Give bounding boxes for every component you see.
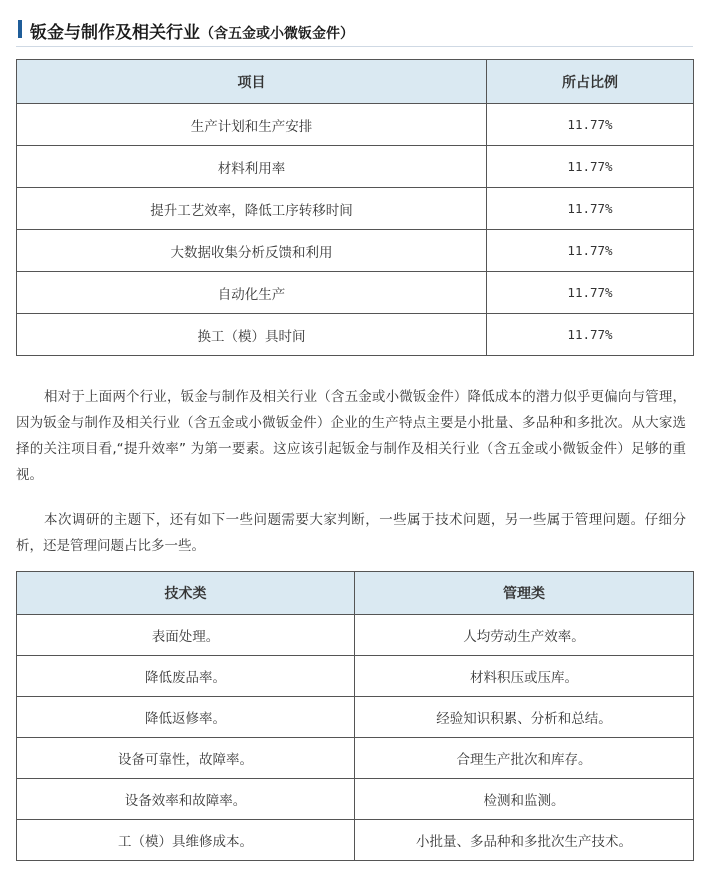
tech-cell: 表面处理。	[17, 615, 355, 656]
mgmt-cell: 合理生产批次和库存。	[355, 738, 694, 779]
table-row	[17, 738, 694, 779]
ratio-cell: 11.77%	[487, 272, 694, 314]
item-cell: 生产计划和生产安排	[17, 104, 487, 146]
tech-cell: 工（模）具维修成本。	[17, 820, 355, 861]
table-row	[17, 697, 694, 738]
item-cell: 提升工艺效率，降低工序转移时间	[17, 188, 487, 230]
table-row	[17, 230, 694, 272]
table-row	[17, 104, 694, 146]
table-row	[17, 615, 694, 656]
mgmt-cell: 人均劳动生产效率。	[355, 615, 694, 656]
item-cell: 自动化生产	[17, 272, 487, 314]
survey-paragraph: 本次调研的主题下，还有如下一些问题需要大家判断，一些属于技术问题，另一些属于管理问题。仔细分析，还是管理问题占比多一些。	[16, 512, 686, 554]
mgmt-cell: 小批量、多品种和多批次生产技术。	[355, 820, 694, 861]
ratio-cell: 11.77%	[487, 146, 694, 188]
item-cell: 大数据收集分析反馈和利用	[17, 230, 487, 272]
table-row	[17, 188, 694, 230]
mgmt-cell: 材料积压或压库。	[355, 656, 694, 697]
table-row	[17, 314, 694, 356]
ratio-cell: 11.77%	[487, 188, 694, 230]
column-header-item: 项目	[17, 60, 487, 104]
table-row	[17, 779, 694, 820]
analysis-paragraph: 相对于上面两个行业，钣金与制作及相关行业（含五金或小微钣金件）降低成本的潜力似乎更偏向与管理，因为钣金与制作及相关行业（含五金或小微钣金件）企业的生产特点主要是小批量、多品种和多批次。从大家选择的关注项目看,“提升效率” 为第一要素。这应该引起钣金与制作及相关行业（含五金或小微钣金件）足够的重视。	[16, 389, 686, 483]
mgmt-cell: 检测和监测。	[355, 779, 694, 820]
tech-cell: 设备效率和故障率。	[17, 779, 355, 820]
section-header	[16, 16, 693, 47]
table-row	[17, 146, 694, 188]
item-cell: 换工（模）具时间	[17, 314, 487, 356]
section-title-main: 钣金与制作及相关行业	[30, 23, 200, 43]
table-header-row	[17, 572, 694, 615]
table-row	[17, 656, 694, 697]
column-header-tech: 技术类	[17, 572, 355, 615]
issues-table	[16, 571, 694, 861]
table-row	[17, 272, 694, 314]
tech-cell: 降低废品率。	[17, 656, 355, 697]
tech-cell: 设备可靠性，故障率。	[17, 738, 355, 779]
column-header-ratio: 所占比例	[487, 60, 694, 104]
table-header-row	[17, 60, 694, 104]
section-title	[30, 18, 354, 43]
ratio-cell: 11.77%	[487, 230, 694, 272]
ratio-table	[16, 59, 694, 356]
ratio-cell: 11.77%	[487, 104, 694, 146]
table-row	[17, 820, 694, 861]
ratio-cell: 11.77%	[487, 314, 694, 356]
tech-cell: 降低返修率。	[17, 697, 355, 738]
title-accent-bar	[18, 20, 22, 38]
section-title-sub: （含五金或小微钣金件）	[200, 26, 354, 42]
mgmt-cell: 经验知识积累、分析和总结。	[355, 697, 694, 738]
item-cell: 材料利用率	[17, 146, 487, 188]
column-header-mgmt: 管理类	[355, 572, 694, 615]
